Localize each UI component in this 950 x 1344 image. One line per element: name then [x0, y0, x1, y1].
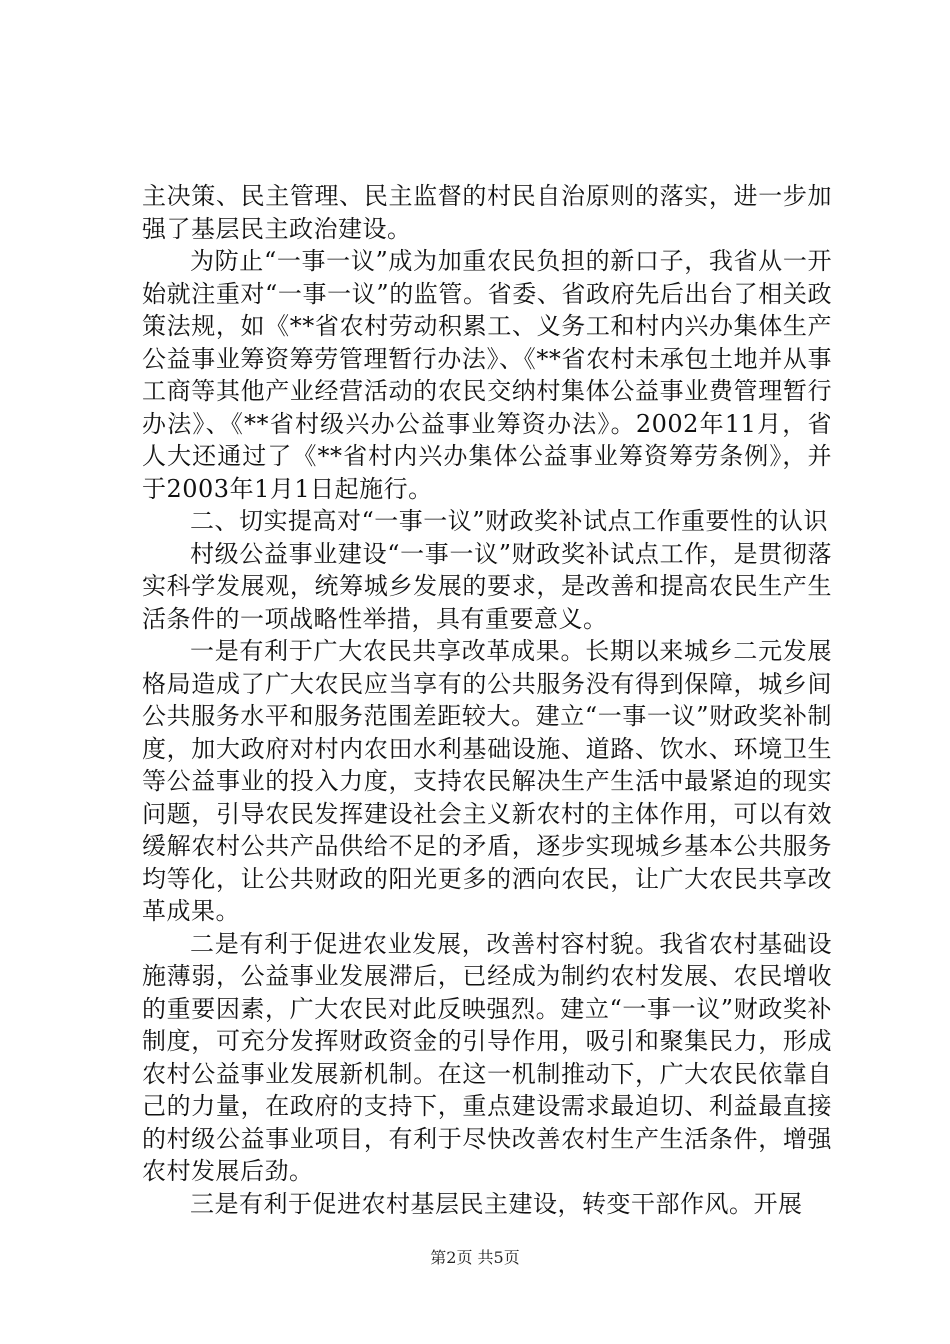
- paragraph: 为防止“一事一议”成为加重农民负担的新口子，我省从一开始就注重对“一事一议”的监管。省委、省政府先后出台了相关政策法规，如《**省农村劳动积累工、义务工和村内兴办集体生产公益事业筹资筹劳管理暂行办法》、《**省农村未承包土地并从事工商等其他产业经营活动的农民交纳村集体公益事业费管理暂行办法》、《**省村级兴办公益事业筹资办法》。2002年11月，省人大还通过了《**省村内兴办集体公益事业筹资筹劳条例》，并于2003年1月1日起施行。: [142, 247, 832, 503]
- paragraph: 一是有利于广大农民共享改革成果。长期以来城乡二元发展格局造成了广大农民应当享有的公共服务没有得到保障，城乡间公共服务水平和服务范围差距较大。建立“一事一议”财政奖补制度，加大政府对村内农田水利基础设施、道路、饮水、环境卫生等公益事业的投入力度，支持农民解决生产生活中最紧迫的现实问题，引导农民发挥建设社会主义新农村的主体作用，可以有效缓解农村公共产品供给不足的矛盾，逐步实现城乡基本公共服务均等化，让公共财政的阳光更多的洒向农民，让广大农民共享改革成果。: [142, 637, 832, 925]
- document-body: [142, 180, 832, 1220]
- paragraph-continuation: 主决策、民主管理、民主监督的村民自治原则的落实，进一步加强了基层民主政治建设。: [142, 182, 832, 243]
- section-heading: 二、切实提高对“一事一议”财政奖补试点工作重要性的认识: [190, 507, 829, 535]
- paragraph: 村级公益事业建设“一事一议”财政奖补试点工作，是贯彻落实科学发展观，统筹城乡发展的要求，是改善和提高农民生产生活条件的一项战略性举措，具有重要意义。: [142, 539, 832, 633]
- page-footer: 第2页 共5页: [430, 1248, 520, 1267]
- paragraph: 二是有利于促进农业发展，改善村容村貌。我省农村基础设施薄弱，公益事业发展滞后，已经成为制约农村发展、农民增收的重要因素，广大农民对此反映强烈。建立“一事一议”财政奖补制度，可充分发挥财政资金的引导作用，吸引和聚集民力，形成农村公益事业发展新机制。在这一机制推动下，广大农民依靠自己的力量，在政府的支持下，重点建设需求最迫切、利益最直接的村级公益事业项目，有利于尽快改善农村生产生活条件，增强农村发展后劲。: [142, 929, 832, 1185]
- paragraph: 三是有利于促进农村基层民主建设，转变干部作风。开展: [190, 1189, 803, 1218]
